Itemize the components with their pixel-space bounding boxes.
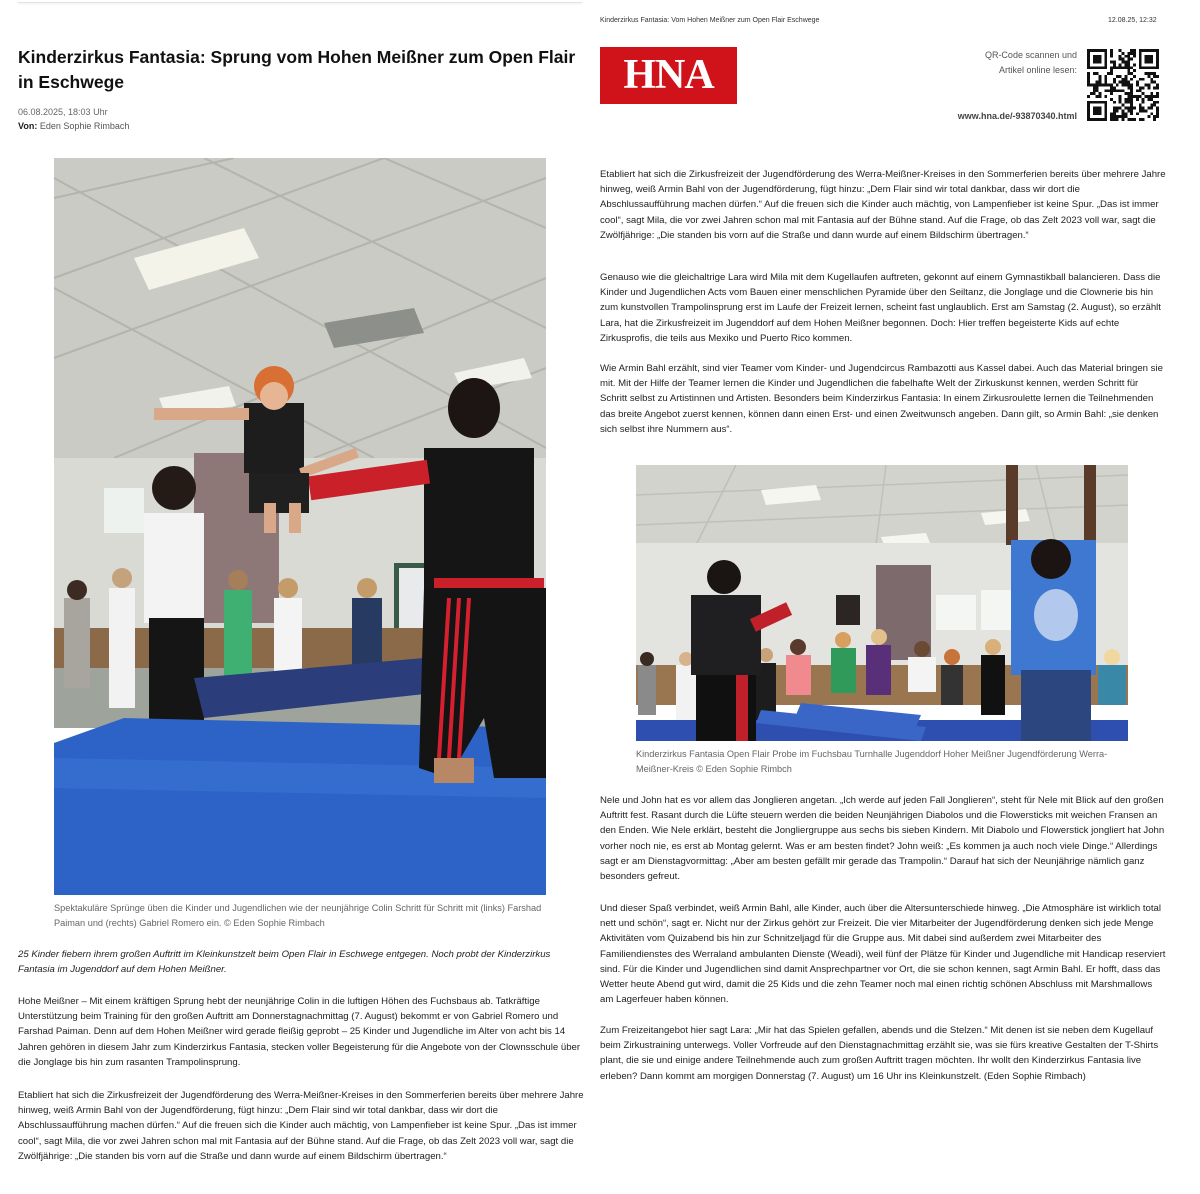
qr-label [940, 48, 1077, 78]
article-paragraph: Hohe Meißner – Mit einem kräftigen Sprung hebt der neunjährige Colin in die luftigen Höhen des Fuchsbaus ab. Tatkräftige Unterstützung beim Training für den großen Auftritt am Donnerstagnachmittag (7. August) bekommt er von Gabriel Romero und Farshad Paiman. Denn auf dem Hohen Meißner wird gerade fleißig geprobt – 25 Kinder und Jugendliche im Alter von acht bis 14 Jahren gehören in diesem Jahr zum Kinderzirkus Fantasia, stecken voller Begeisterung für die Angebote von der Clownsschule über die Jonglage bis hin zum rasanten Trampolinsprung. [18, 996, 581, 1068]
photo-caption: Kinderzirkus Fantasia Open Flair Probe im Fuchsbau Turnhalle Jugenddorf Hoher Meißner Jugendförderung Werra-Meißner-Kreis © Eden Sophie Rimbch [636, 749, 1108, 774]
print-header-date: 12.08.25, 12:32 [1108, 17, 1157, 24]
top-divider [18, 0, 582, 3]
qr-code-icon [1087, 49, 1159, 121]
article-paragraph: Nele und John hat es vor allem das Jonglieren angetan. „Ich werde auf jeden Fall Jonglieren“, steht für Nele mit Blick auf den großen Auftritt fest. Rasant durch die Lüfte steuern werden die beiden Neunjährigen Diabolos und die Flowersticks mit weichen Fransen an den Enden. Wie Nele erklärt, besteht die Jongliergruppe aus sechs bis sieben Kindern. Mit Diabolo und Flowerstick jongliert hat John vorher noch nie, es erst ab Montag gelernt. Was er am besten findet? John weiß: „Es kommen ja auch noch viele Dinge.“ Allerdings sagt er am Dienstagvormittag: „Aber am besten gefällt mir gerade das Trampolin.“ Darauf hat sich der Neunjährige nämlich ganz besonders gefreut. [600, 795, 1165, 883]
article-paragraph: Genauso wie die gleichaltrige Lara wird Mila mit dem Kugellaufen auftreten, gekonnt auf einem Gymnastikball balancieren. Dass die Kinder und Jugendlichen Acts vom Bauen einer menschlichen Pyramide über den Seiltanz, die Jonglage und die Clownerie bis hin zum kunstvollen Trampolinsprung erst im Laufe der Freizeit lernen, scheint fast unglaublich. Erst am Samstag (2. August), so erzählt Lara, hat die Zirkusfreizeit im Jugenddorf auf dem Hohen Meißner begonnen. Doch: Hier treffen begeisterte Kids auf echte Zirkusprofis, die teils aus Mexiko und Puerto Rico kommen. [600, 272, 1161, 344]
qr-label-line1: QR-Code scannen und [984, 50, 1077, 60]
article-paragraph: Etabliert hat sich die Zirkusfreizeit der Jugendförderung des Werra-Meißner-Kreises in den Sommerferien bereits über mehrere Jahre hinweg, weiß Armin Bahl von der Jugendförderung, fügt hinzu: „Dem Flair sind wir total dankbar, dass wir dort die Abschlussaufführung machen dürfen.“ Auf die freuen sich die Kinder auch mächtig, von Lampenfieber ist keine Spur. „Das ist immer cool“, sagt Mila, die vor zwei Jahren schon mal mit Fantasia auf der Bühne stand. Auf die Frage, ob das Zelt 2023 voll war, sagt die Zwölfjährige: „Die standen bis vorn auf die Straße und dann wurde auf einem Bildschirm übertragen.“ [600, 169, 1166, 241]
article-paragraph: Wie Armin Bahl erzählt, sind vier Teamer vom Kinder- und Jugendcircus Rambazotti aus Kassel dabei. Auch das Material bringen sie mit. Mit der Hilfe der Teamer lernen die Kinder und Jugendlichen die fabelhafte Welt der Zirkuskunst kennen, werden Schritt für Schritt selbst zu Artistinnen und Artisten. Besonders beim Kinderzirkus Fantasia: In einem Zirkusroulette lernen die Teilnehmenden das breite Angebot zuerst kennen, können dann einen Erst- und einen Zweitwunsch angeben. Dann gilt, so Armin Bahl: „sie denken sich selbst ihre Nummern aus“. [600, 363, 1163, 435]
hna-logo: HNA [600, 47, 737, 104]
article-title: Kinderzirkus Fantasia: Sprung vom Hohen Meißner zum Open Flair in Eschwege [18, 47, 576, 92]
article-photo-warmup [636, 465, 1128, 741]
photo-caption: Spektakuläre Sprünge üben die Kinder und Jugendlichen wie der neunjährige Colin Schritt für Schritt mit (links) Farshad Paiman und (rechts) Gabriel Romero ein. © Eden Sophie Rimbach [54, 903, 542, 928]
author-label: Von: [18, 121, 38, 131]
article-photo-trampoline [54, 158, 546, 895]
article-lead: 25 Kinder fiebern ihrem großen Auftritt im Kleinkunstzelt beim Open Flair in Eschwege entgegen. Noch probt der Kinderzirkus Fantasia im Jugenddorf auf dem Hohen Meißner. [18, 949, 551, 976]
article-byline [18, 121, 129, 131]
author-name: Eden Sophie Rimbach [39, 121, 130, 131]
article-paragraph: Etabliert hat sich die Zirkusfreizeit der Jugendförderung des Werra-Meißner-Kreises in den Sommerferien bereits über mehrere Jahre hinweg, weiß Armin Bahl von der Jugendförderung, fügt hinzu: „Dem Flair sind wir total dankbar, dass wir dort die Abschlussaufführung machen dürfen.“ Auf die freuen sich die Kinder auch mächtig, von Lampenfieber ist keine Spur. „Das ist immer cool“, sagt Mila, die vor zwei Jahren schon mal mit Fantasia auf der Bühne stand. Auf die Frage, ob das Zelt 2023 voll war, sagt die Zwölfjährige: „Die standen bis vorn auf die Straße und dann wurde auf einem Bildschirm übertragen.“ [18, 1090, 584, 1162]
article-paragraph: Zum Freizeitangebot hier sagt Lara: „Mir hat das Spielen gefallen, abends und die Stelzen.“ Mit denen ist sie neben dem Kugellauf beim Zirkustraining unterwegs. Voller Vorfreude auf den Dienstagnachmittag erzählt sie, was sie fürs kreative Gestalten der T-Shirts plant, die sie und einige andere Teilnehmende auch zum großen Auftritt tragen möchten. Ihr wollt den Kinderzirkus Fantasia live erleben? Dann kommt am morgigen Donnerstag (7. August) um 16 Uhr ins Kleinkunstzelt. (Eden Sophie Rimbach) [600, 1025, 1159, 1082]
article-date: 06.08.2025, 18:03 Uhr [18, 107, 108, 117]
qr-label-line2: Artikel online lesen: [998, 65, 1077, 75]
article-paragraph: Und dieser Spaß verbindet, weiß Armin Bahl, alle Kinder, auch über die Altersunterschiede hinweg. „Die Atmosphäre ist wirklich total nett und schön“, sagt er. Nicht nur der Zirkus gehört zur Freizeit. Die vier Mitarbeiter der Jugendförderung denken sich jede Menge Aktivitäten vom Quizabend bis hin zur Schnitzeljagd für die Gruppe aus. Mit dabei sind außerdem zwei Mitarbeiter des Familiendienstes des Werraland ambulanten Dienste (Weadi), weil fünf der Plätze für Kinder und Jugendliche mit Handicap reserviert sind. Für die Kinder und Jugendlichen sind damit Ansprechpartner vor Ort, die sie schon kennen, sagt Armin Bahl. Er hofft, dass das Wetter heute Abend gut wird, damit die 25 Kids und die zehn Teamer noch mal einen richtig schönen Abschluss mit Marshmallows am Lagerfeuer haben können. [600, 903, 1166, 1006]
print-header-title: Kinderzirkus Fantasia: Vom Hohen Meißner zum Open Flair Eschwege [600, 17, 820, 24]
article-url[interactable]: www.hna.de/-93870340.html [957, 111, 1077, 121]
